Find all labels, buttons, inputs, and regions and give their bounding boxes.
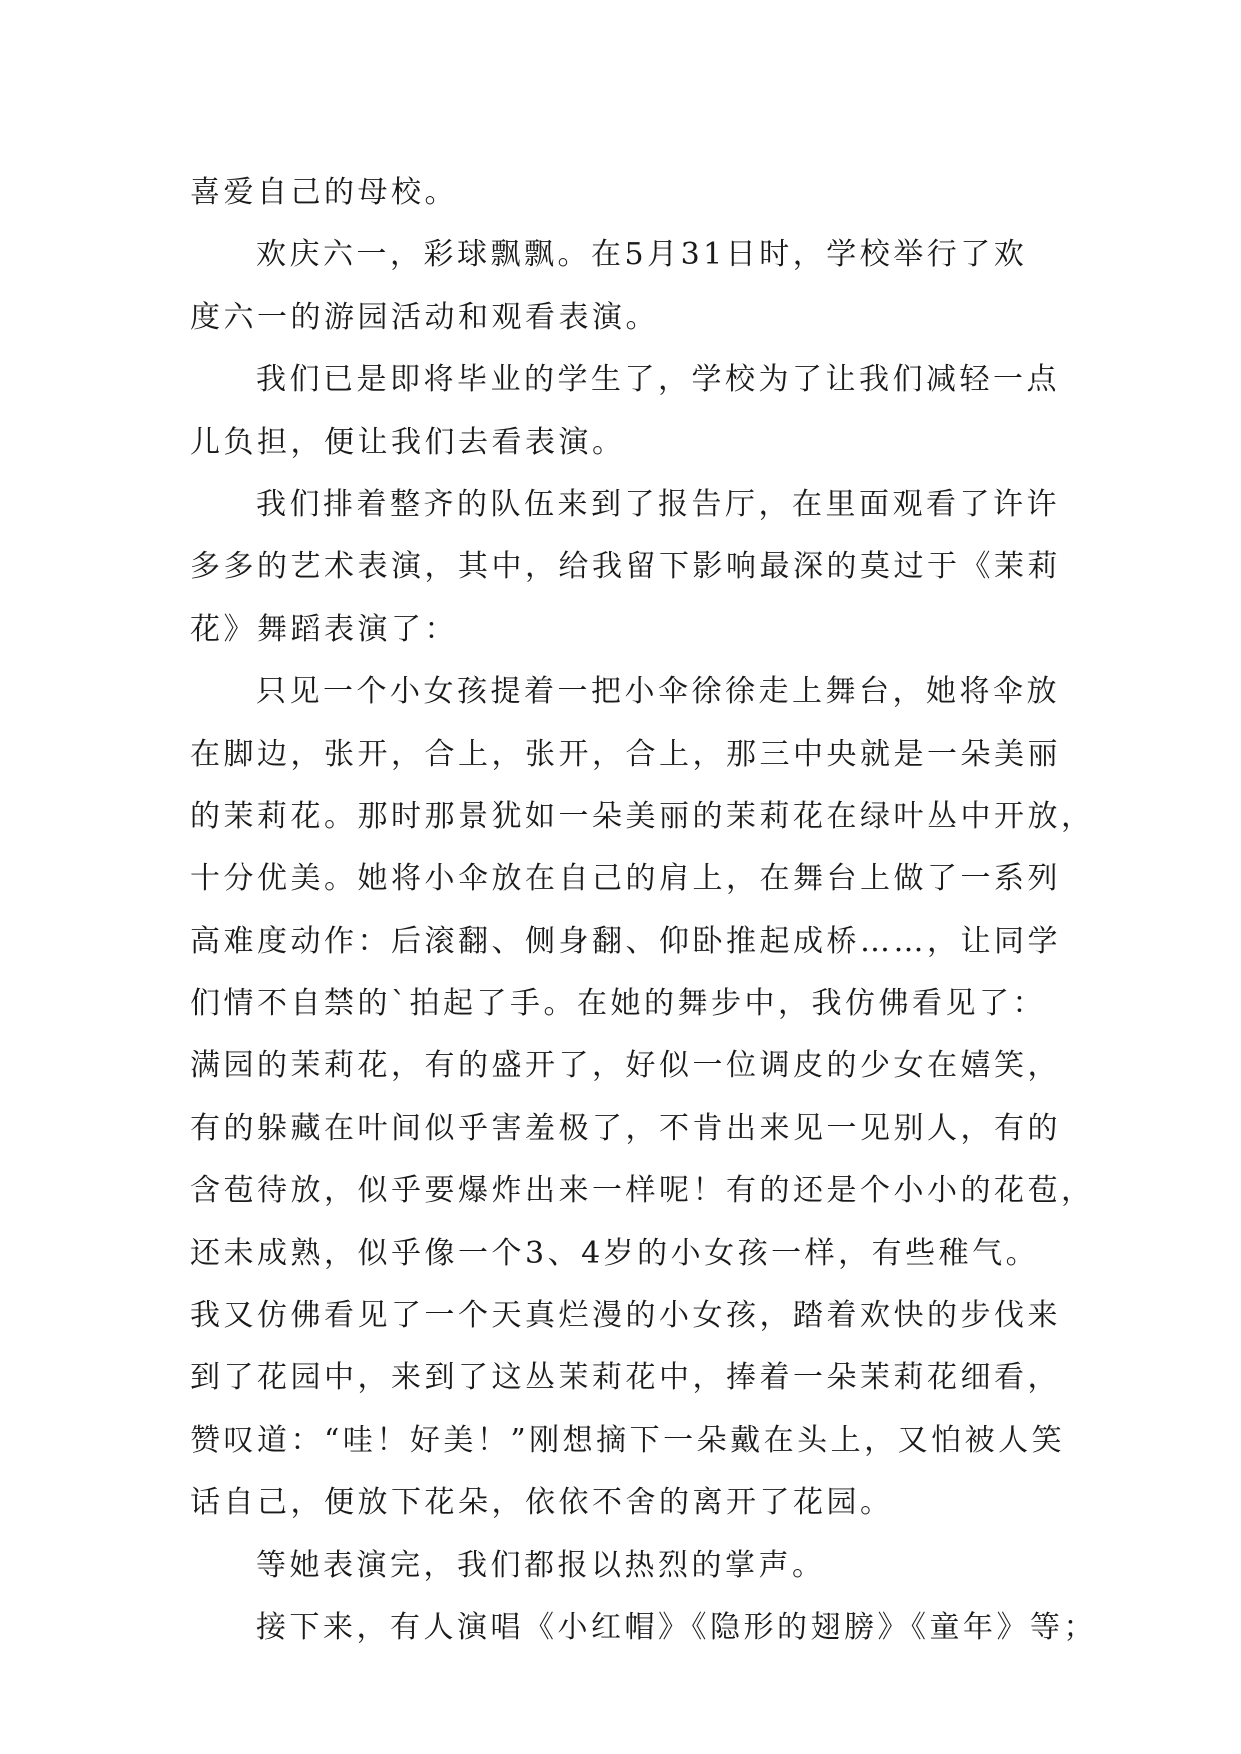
- text-line: 花》舞蹈表演了：: [190, 611, 458, 647]
- paragraph-start-line: 只见一个小女孩提着一把小伞徐徐走上舞台，她将伞放: [256, 674, 1060, 710]
- text-line: 到了花园中，来到了这丛茉莉花中，捧着一朵茉莉花细看，: [190, 1360, 1061, 1396]
- paragraph-start-line: 我们排着整齐的队伍来到了报告厅，在里面观看了许许: [256, 486, 1060, 522]
- paragraph-start-line: 等她表演完，我们都报以热烈的掌声。: [256, 1547, 826, 1583]
- text-line: 们情不自禁的`拍起了手。在她的舞步中，我仿佛看见了：: [190, 986, 1046, 1022]
- text-line: 还未成熟，似乎像一个3、4岁的小女孩一样，有些稚气。: [190, 1235, 1040, 1271]
- text-line: 话自己，便放下花朵，依依不舍的离开了花园。: [190, 1485, 894, 1521]
- paragraph-start-line: 欢庆六一，彩球飘飘。在5月31日时，学校举行了欢: [256, 237, 1028, 273]
- text-line: 度六一的游园活动和观看表演。: [190, 299, 659, 335]
- text-line: 十分优美。她将小伞放在自己的肩上，在舞台上做了一系列: [190, 861, 1061, 897]
- text-line: 赞叹道：“哇！好美！”刚想摘下一朵戴在头上，又怕被人笑: [190, 1422, 1066, 1458]
- document-body: [190, 162, 1097, 1659]
- text-line: 有的躲藏在叶间似乎害羞极了，不肯出来见一见别人，有的: [190, 1110, 1061, 1146]
- text-line: 多多的艺术表演，其中，给我留下影响最深的莫过于《茉莉: [190, 549, 1061, 585]
- paragraph-start-line: 我们已是即将毕业的学生了，学校为了让我们减轻一点: [256, 362, 1060, 398]
- text-line: 在脚边，张开，合上，张开，合上，那三中央就是一朵美丽: [190, 736, 1061, 772]
- text-line: 儿负担，便让我们去看表演。: [190, 424, 626, 460]
- text-line: 满园的茉莉花，有的盛开了，好似一位调皮的少女在嬉笑，: [190, 1048, 1061, 1084]
- text-line: 高难度动作：后滚翻、侧身翻、仰卧推起成桥……，让同学: [190, 923, 1061, 959]
- text-line: 含苞待放，似乎要爆炸出来一样呢！有的还是个小小的花苞，: [190, 1173, 1095, 1209]
- text-line: 喜爱自己的母校。: [190, 175, 458, 210]
- text-line: 的茉莉花。那时那景犹如一朵美丽的茉莉花在绿叶丛中开放，: [190, 798, 1095, 834]
- paragraph-start-line: 接下来，有人演唱《小红帽》《隐形的翅膀》《童年》等；: [256, 1609, 1097, 1645]
- text-line: 我又仿佛看见了一个天真烂漫的小女孩，踏着欢快的步伐来: [190, 1298, 1061, 1334]
